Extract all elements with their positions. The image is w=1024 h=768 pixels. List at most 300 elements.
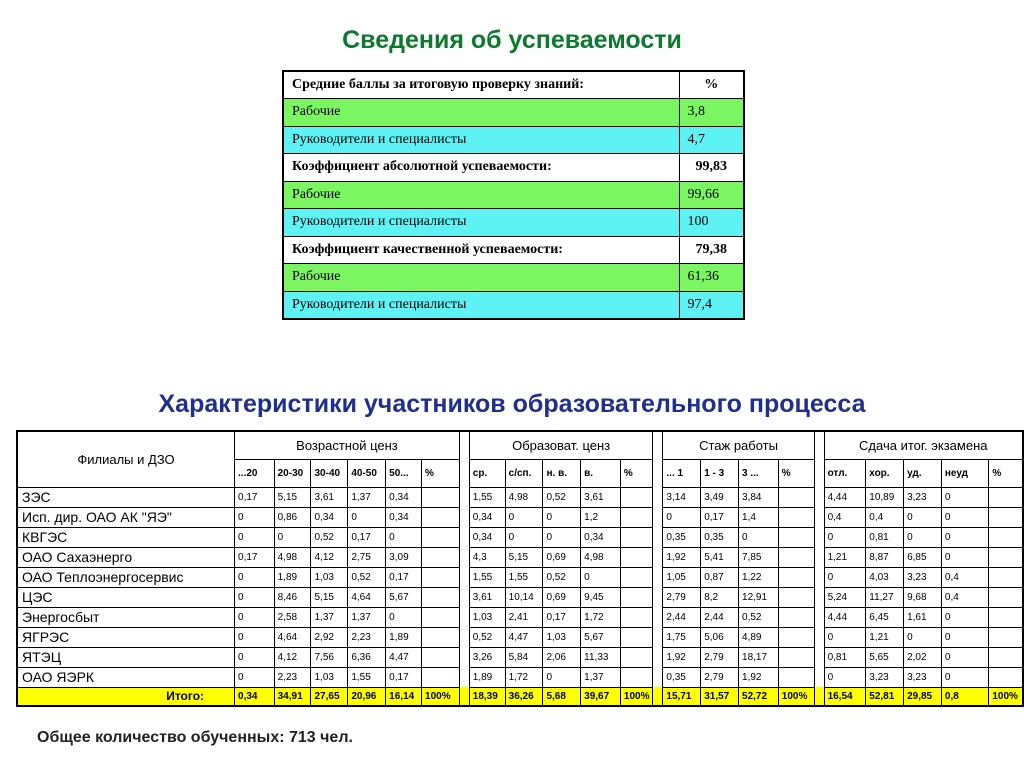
percent-cell-empty [778,607,814,627]
percent-cell-empty [620,507,653,527]
summary-value: 97,4 [679,291,744,319]
summary-label: Рабочие [283,99,679,127]
value-cell: 0 [505,527,543,547]
summary-row [283,71,744,99]
value-cell: 0,69 [543,587,581,607]
group-header: Стаж работы [663,431,814,459]
value-cell: 0,86 [274,507,311,527]
summary-row [283,209,744,237]
value-cell: 0,34 [469,527,505,547]
value-cell: 4,89 [739,627,779,647]
summary-value: % [679,71,744,99]
table-row [17,547,1023,567]
spacer-cell [814,487,824,507]
subheader-cell: % [778,459,814,487]
spacer-cell [653,507,663,527]
value-cell: 0 [235,507,275,527]
value-cell: 0,35 [663,527,701,547]
value-cell: 0 [235,627,275,647]
percent-cell-empty [422,627,460,647]
summary-label: Коэффициент абсолютной успеваемости: [283,154,679,182]
summary-value: 79,38 [679,236,744,264]
value-cell: 0 [824,667,866,687]
percent-cell-empty [778,547,814,567]
percent-cell-empty [422,527,460,547]
value-cell: 4,98 [274,547,311,567]
spacer-cell [459,527,469,547]
total-cell: 18,39 [469,687,505,706]
spacer-cell [459,607,469,627]
value-cell: 1,03 [469,607,505,627]
value-cell: 0 [941,627,988,647]
spacer-cell [653,687,663,706]
table-row [17,487,1023,507]
value-cell: 1,21 [824,547,866,567]
value-cell: 1,4 [739,507,779,527]
value-cell: 0,35 [701,527,739,547]
total-cell: 0,8 [941,687,988,706]
spacer-cell [814,667,824,687]
summary-label: Рабочие [283,264,679,292]
value-cell: 0 [824,527,866,547]
value-cell: 0 [904,627,942,647]
total-cell: 31,57 [701,687,739,706]
value-cell: 1,72 [581,607,621,627]
value-cell: 0,34 [469,507,505,527]
value-cell: 2,23 [348,627,386,647]
total-cell: 39,67 [581,687,621,706]
value-cell: 0 [941,607,988,627]
value-cell: 8,2 [701,587,739,607]
percent-cell-empty [778,507,814,527]
value-cell: 0,17 [235,487,275,507]
branch-name: ЯТЭЦ [17,647,235,667]
value-cell: 0 [824,627,866,647]
value-cell: 1,03 [311,567,348,587]
value-cell: 1,05 [663,567,701,587]
total-cell: 100% [778,687,814,706]
total-cell: 0,34 [235,687,275,706]
value-cell: 4,44 [824,487,866,507]
value-cell: 2,06 [543,647,581,667]
total-cell: 20,96 [348,687,386,706]
value-cell: 2,44 [701,607,739,627]
value-cell: 3,23 [904,567,942,587]
total-cell: 36,26 [505,687,543,706]
value-cell: 0 [235,607,275,627]
value-cell: 0 [739,527,779,547]
value-cell: 3,61 [581,487,621,507]
spacer-cell [653,667,663,687]
value-cell: 3,26 [469,647,505,667]
percent-cell-empty [422,547,460,567]
subheader-cell: ... 1 [663,459,701,487]
table-row [17,627,1023,647]
value-cell: 5,67 [386,587,422,607]
summary-row [283,154,744,182]
value-cell: 5,15 [274,487,311,507]
total-trained-count: Общее количество обученных: 713 чел. [37,729,353,746]
spacer-cell [653,487,663,507]
value-cell: 0 [235,667,275,687]
summary-label: Руководители и специалисты [283,126,679,154]
percent-cell-empty [989,527,1023,547]
subheader-cell: с/сп. [505,459,543,487]
value-cell: 0,81 [866,527,904,547]
value-cell: 9,68 [904,587,942,607]
value-cell: 5,41 [701,547,739,567]
subheader-cell: 30-40 [311,459,348,487]
percent-cell-empty [989,547,1023,567]
percent-cell-empty [989,667,1023,687]
value-cell: 1,89 [274,567,311,587]
value-cell: 4,98 [505,487,543,507]
value-cell: 4,64 [274,627,311,647]
value-cell: 8,87 [866,547,904,567]
value-cell: 0 [824,567,866,587]
value-cell: 0,4 [941,567,988,587]
value-cell: 4,98 [581,547,621,567]
value-cell: 0 [235,567,275,587]
value-cell: 2,92 [311,627,348,647]
percent-cell-empty [620,587,653,607]
summary-title: Сведения об успеваемости [342,26,682,54]
summary-label: Рабочие [283,181,679,209]
percent-cell-empty [620,547,653,567]
value-cell: 1,55 [348,667,386,687]
value-cell: 2,79 [663,587,701,607]
value-cell: 3,23 [904,487,942,507]
summary-row [283,99,744,127]
value-cell: 12,91 [739,587,779,607]
spacer-cell [459,667,469,687]
value-cell: 0 [904,507,942,527]
total-cell: 15,71 [663,687,701,706]
summary-table [282,70,745,320]
spacer-cell [459,459,469,487]
summary-row [283,236,744,264]
branch-name: Энергосбыт [17,607,235,627]
summary-value: 100 [679,209,744,237]
value-cell: 2,41 [505,607,543,627]
value-cell: 1,37 [348,487,386,507]
percent-cell-empty [422,667,460,687]
value-cell: 0 [274,527,311,547]
spacer-cell [814,687,824,706]
value-cell: 3,09 [386,547,422,567]
value-cell: 0 [543,527,581,547]
value-cell: 1,75 [663,627,701,647]
spacer-cell [653,547,663,567]
value-cell: 0,52 [311,527,348,547]
value-cell: 0,52 [348,567,386,587]
value-cell: 10,89 [866,487,904,507]
subheader-cell: 3 ... [739,459,779,487]
value-cell: 2,23 [274,667,311,687]
value-cell: 4,47 [505,627,543,647]
spacer-cell [814,567,824,587]
percent-cell-empty [422,567,460,587]
subheader-cell: % [989,459,1023,487]
branch-name: КВГЭС [17,527,235,547]
value-cell: 6,45 [866,607,904,627]
value-cell: 0,34 [311,507,348,527]
subheader-cell: в. [581,459,621,487]
value-cell: 8,46 [274,587,311,607]
value-cell: 1,89 [386,627,422,647]
value-cell: 0,34 [386,487,422,507]
value-cell: 0 [235,647,275,667]
value-cell: 3,61 [469,587,505,607]
value-cell: 0,17 [235,547,275,567]
total-cell: 5,68 [543,687,581,706]
value-cell: 18,17 [739,647,779,667]
value-cell: 0,69 [543,547,581,567]
value-cell: 1,03 [543,627,581,647]
value-cell: 2,02 [904,647,942,667]
value-cell: 5,84 [505,647,543,667]
value-cell: 1,92 [739,667,779,687]
characteristics-table [16,430,1024,707]
total-row [17,687,1023,706]
value-cell: 0 [386,527,422,547]
spacer-cell [459,567,469,587]
value-cell: 7,56 [311,647,348,667]
value-cell: 11,27 [866,587,904,607]
group-header: Сдача итог. экзамена [824,431,1023,459]
value-cell: 11,33 [581,647,621,667]
total-label: Итого: [17,687,235,706]
spacer-cell [814,547,824,567]
value-cell: 2,75 [348,547,386,567]
subheader-cell: % [422,459,460,487]
group-header-row [17,431,1023,459]
percent-cell-empty [778,627,814,647]
branch-name: ЯГРЭС [17,627,235,647]
branch-name: ЦЭС [17,587,235,607]
value-cell: 1,22 [739,567,779,587]
spacer-cell [814,607,824,627]
summary-label: Коэффициент качественной успеваемости: [283,236,679,264]
subheader-cell: 50... [386,459,422,487]
percent-cell-empty [620,627,653,647]
value-cell: 1,37 [348,607,386,627]
percent-cell-empty [620,567,653,587]
value-cell: 4,47 [386,647,422,667]
spacer-cell [653,627,663,647]
group-header: Образоват. ценз [469,431,653,459]
table-row [17,527,1023,547]
total-cell: 29,85 [904,687,942,706]
value-cell: 0,87 [701,567,739,587]
spacer-cell [814,647,824,667]
value-cell: 0,4 [824,507,866,527]
value-cell: 9,45 [581,587,621,607]
subheader-cell: уд. [904,459,942,487]
value-cell: 0,17 [386,567,422,587]
subheader-cell: н. в. [543,459,581,487]
spacer-cell [653,647,663,667]
summary-label: Руководители и специалисты [283,209,679,237]
value-cell: 4,12 [274,647,311,667]
value-cell: 0 [941,547,988,567]
value-cell: 0 [543,667,581,687]
percent-cell-empty [620,607,653,627]
value-cell: 2,58 [274,607,311,627]
value-cell: 0,35 [663,667,701,687]
value-cell: 5,67 [581,627,621,647]
spacer-cell [814,627,824,647]
value-cell: 0 [941,487,988,507]
value-cell: 1,61 [904,607,942,627]
percent-cell-empty [989,647,1023,667]
percent-cell-empty [989,507,1023,527]
value-cell: 6,36 [348,647,386,667]
value-cell: 0 [941,647,988,667]
total-cell: 100% [989,687,1023,706]
value-cell: 0,52 [543,567,581,587]
group-header: Возрастной ценз [235,431,460,459]
value-cell: 0,81 [824,647,866,667]
table-row [17,507,1023,527]
table-row [17,607,1023,627]
spacer-cell [459,627,469,647]
subheader-cell: % [620,459,653,487]
value-cell: 0,17 [701,507,739,527]
value-cell: 5,65 [866,647,904,667]
subheader-cell: ср. [469,459,505,487]
branch-name: ОАО ЯЭРК [17,667,235,687]
subheader-cell: хор. [866,459,904,487]
value-cell: 0,52 [739,607,779,627]
spacer-cell [814,527,824,547]
percent-cell-empty [422,507,460,527]
value-cell: 0 [663,507,701,527]
value-cell: 2,79 [701,647,739,667]
value-cell: 0,17 [543,607,581,627]
value-cell: 0,34 [386,507,422,527]
value-cell: 1,37 [311,607,348,627]
percent-cell-empty [989,487,1023,507]
value-cell: 0,52 [543,487,581,507]
spacer-cell [653,607,663,627]
summary-value: 99,83 [679,154,744,182]
value-cell: 0 [904,527,942,547]
subheader-cell: неуд [941,459,988,487]
value-cell: 1,89 [469,667,505,687]
value-cell: 0,4 [941,587,988,607]
subheader-cell: отл. [824,459,866,487]
value-cell: 1,92 [663,547,701,567]
percent-cell-empty [620,487,653,507]
percent-cell-empty [778,667,814,687]
percent-cell-empty [989,567,1023,587]
value-cell: 5,06 [701,627,739,647]
summary-value: 3,8 [679,99,744,127]
spacer-cell [459,647,469,667]
spacer-cell [814,507,824,527]
percent-cell-empty [422,607,460,627]
percent-cell-empty [778,647,814,667]
summary-value: 99,66 [679,181,744,209]
percent-cell-empty [620,527,653,547]
spacer-cell [653,567,663,587]
value-cell: 0 [235,587,275,607]
branch-column-header: Филиалы и ДЗО [17,431,235,487]
summary-row [283,264,744,292]
subheader-cell: 20-30 [274,459,311,487]
value-cell: 0 [581,567,621,587]
percent-cell-empty [778,487,814,507]
percent-cell-empty [620,667,653,687]
total-cell: 16,54 [824,687,866,706]
table-row [17,647,1023,667]
spacer-cell [459,687,469,706]
table-row [17,567,1023,587]
spacer-cell [814,459,824,487]
spacer-cell [459,587,469,607]
percent-cell-empty [989,627,1023,647]
value-cell: 0,17 [348,527,386,547]
value-cell: 1,55 [469,487,505,507]
subheader-cell: 40-50 [348,459,386,487]
value-cell: 5,15 [505,547,543,567]
total-cell: 52,72 [739,687,779,706]
value-cell: 3,84 [739,487,779,507]
branch-name: ЗЭС [17,487,235,507]
value-cell: 6,85 [904,547,942,567]
value-cell: 3,14 [663,487,701,507]
value-cell: 4,3 [469,547,505,567]
value-cell: 0,52 [469,627,505,647]
subheader-cell: ...20 [235,459,275,487]
spacer-cell [653,527,663,547]
total-cell: 27,65 [311,687,348,706]
spacer-cell [459,547,469,567]
value-cell: 0 [386,607,422,627]
value-cell: 4,64 [348,587,386,607]
summary-row [283,126,744,154]
total-cell: 52,81 [866,687,904,706]
value-cell: 0,4 [866,507,904,527]
summary-row [283,181,744,209]
summary-row [283,291,744,319]
summary-value: 61,36 [679,264,744,292]
value-cell: 3,23 [866,667,904,687]
spacer-cell [653,431,663,459]
value-cell: 0 [543,507,581,527]
value-cell: 3,49 [701,487,739,507]
table-row [17,667,1023,687]
total-cell: 100% [620,687,653,706]
branch-name: ОАО Теплоэнергосервис [17,567,235,587]
summary-label: Средние баллы за итоговую проверку знаний: [283,71,679,99]
value-cell: 1,37 [581,667,621,687]
value-cell: 4,44 [824,607,866,627]
value-cell: 1,03 [311,667,348,687]
value-cell: 1,55 [469,567,505,587]
value-cell: 0 [941,667,988,687]
percent-cell-empty [778,567,814,587]
value-cell: 2,44 [663,607,701,627]
percent-cell-empty [422,587,460,607]
spacer-cell [459,507,469,527]
value-cell: 1,2 [581,507,621,527]
percent-cell-empty [989,607,1023,627]
percent-cell-empty [778,527,814,547]
value-cell: 7,85 [739,547,779,567]
value-cell: 10,14 [505,587,543,607]
